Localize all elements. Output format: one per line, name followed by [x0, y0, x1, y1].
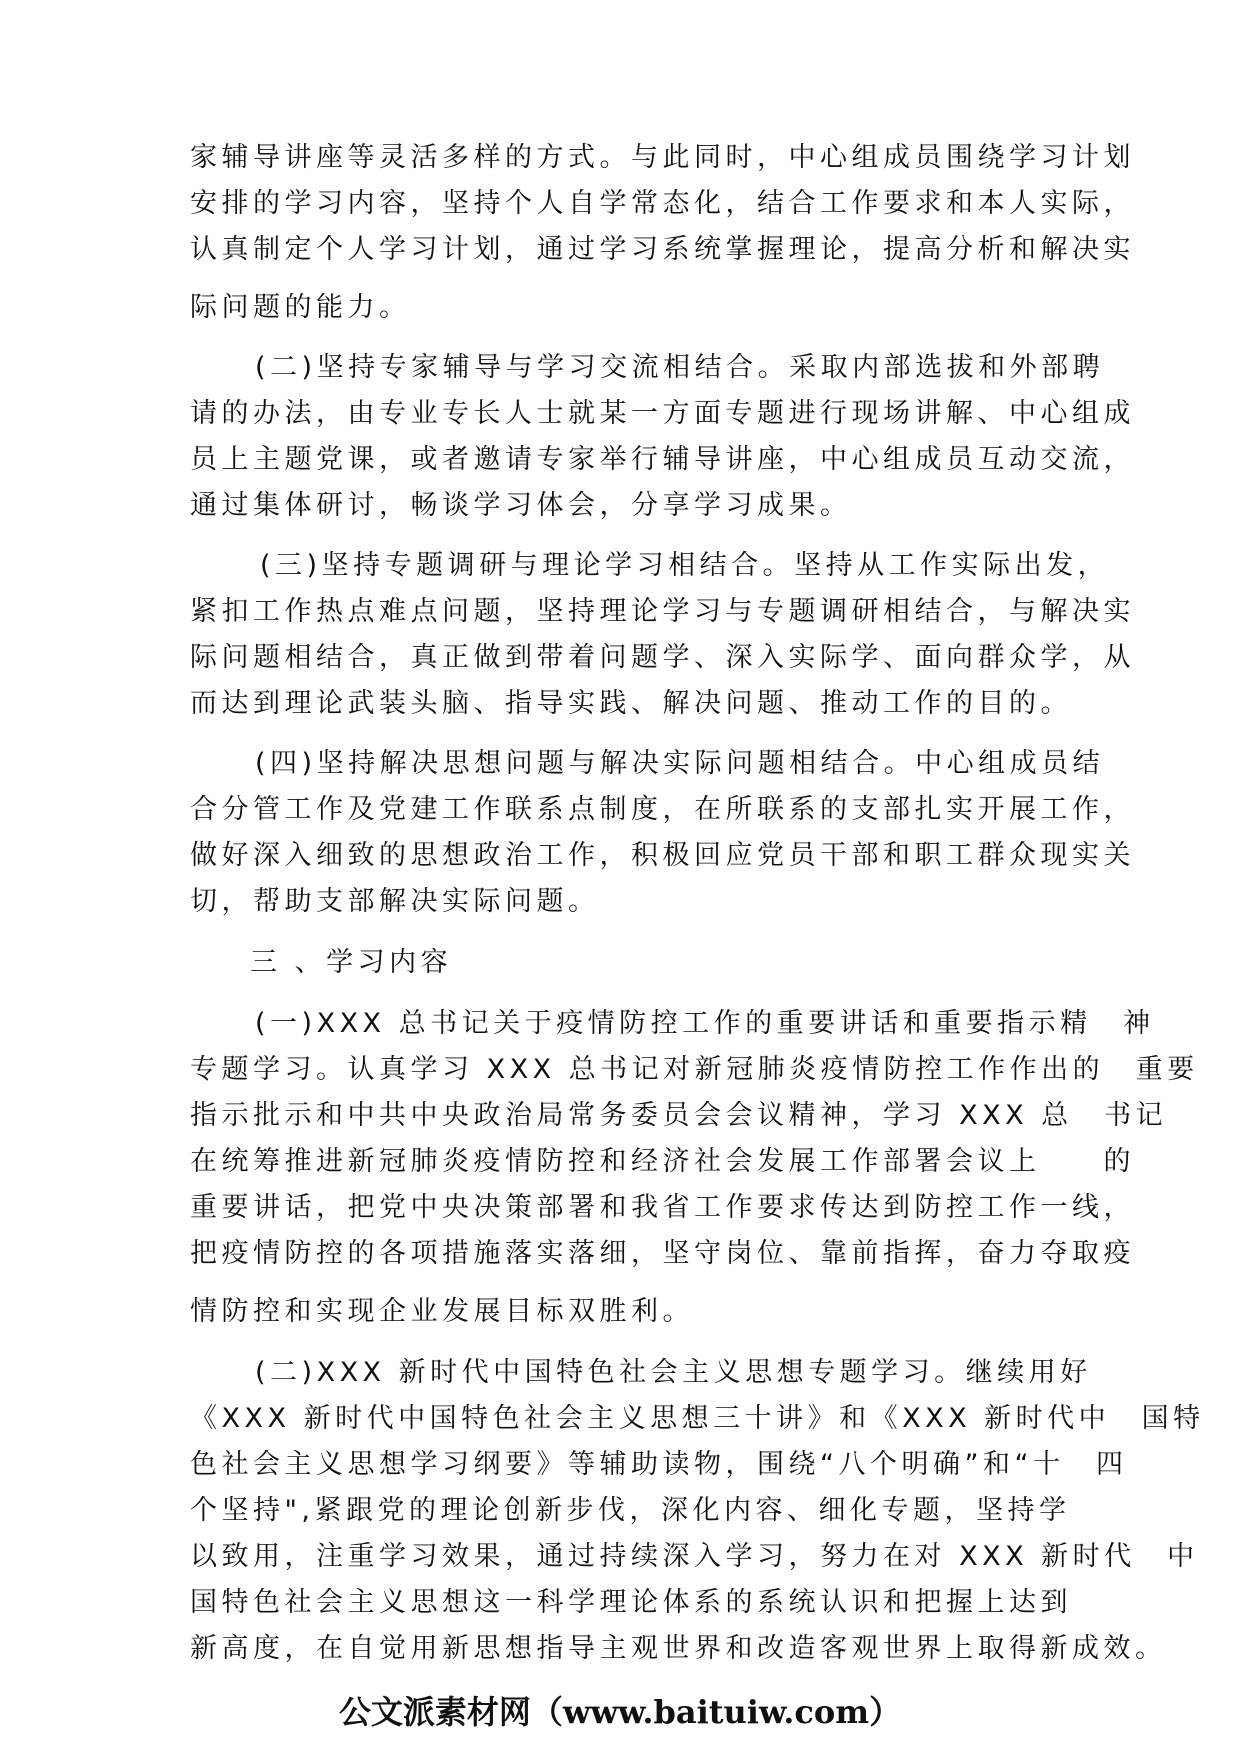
text-line: 在统筹推进新冠肺炎疫情防控和经济社会发展工作部署会议上 的	[190, 1146, 1135, 1177]
text-line: 紧扣工作热点难点问题，坚持理论学习与专题调研相结合，与解决实	[190, 596, 1135, 627]
text-line: 员上主题党课，或者邀请专家举行辅导讲座，中心组成员互动交流，	[190, 444, 1135, 475]
text-line: 重要讲话，把党中央决策部署和我省工作要求传达到防控工作一线，	[190, 1192, 1135, 1223]
paragraph-heading: (一)XXX 总书记关于疫情防控工作的重要讲话和重要指示精 神	[255, 1008, 1155, 1039]
text-line: 新高度，在自觉用新思想指导主观世界和改造客观世界上取得新成效。	[190, 1633, 1167, 1664]
text-line: 际问题相结合，真正做到带着问题学、深入实际学、面向群众学，从	[190, 642, 1135, 673]
text-line: 专题学习。认真学习 XXX 总书记对新冠肺炎疫情防控工作作出的 重要	[190, 1054, 1199, 1085]
footer-source: 公文派素材网（www.baituiw.com）	[338, 1693, 902, 1731]
text-line: 指示批示和中共中央政治局常务委员会会议精神，学习 XXX 总 书记	[190, 1100, 1168, 1131]
text-line: 安排的学习内容，坚持个人自学常态化，结合工作要求和本人实际，	[190, 188, 1135, 219]
text-line: 合分管工作及党建工作联系点制度，在所联系的支部扎实开展工作，	[190, 794, 1135, 825]
text-line: 《XXX 新时代中国特色社会主义思想三十讲》和《XXX 新时代中 国特	[190, 1403, 1205, 1434]
text-line: 色社会主义思想学习纲要》等辅助读物，围绕“八个明确”和“十 四	[190, 1449, 1128, 1480]
paragraph-heading: (二)XXX 新时代中国特色社会主义思想专题学习。继续用好	[255, 1357, 1092, 1388]
text-line: 以致用，注重学习效果，通过持续深入学习，努力在对 XXX 新时代 中	[190, 1541, 1199, 1572]
text-line: 个坚持",紧跟党的理论创新步伐，深化内容、细化专题，坚持学	[190, 1495, 1071, 1526]
text-line: 认真制定个人学习计划，通过学习系统掌握理论，提高分析和解决实	[190, 234, 1135, 265]
text-line: 情防控和实现企业发展目标双胜利。	[190, 1296, 694, 1327]
section-heading: 三 、学习内容	[250, 947, 453, 978]
text-line: 际问题的能力。	[190, 292, 411, 323]
text-line: 通过集体研讨，畅谈学习体会，分享学习成果。	[190, 490, 852, 521]
text-line: 国特色社会主义思想这一科学理论体系的系统认识和把握上达到	[190, 1587, 1072, 1618]
text-line: 做好深入细致的思想政治工作，积极回应党员干部和职工群众现实关	[190, 840, 1135, 871]
text-line: 请的办法，由专业专长人士就某一方面专题进行现场讲解、中心组成	[190, 398, 1135, 429]
text-line: 家辅导讲座等灵活多样的方式。与此同时，中心组成员围绕学习计划	[190, 142, 1135, 173]
text-line: 而达到理论武装头脑、指导实践、解决问题、推动工作的目的。	[190, 688, 1072, 719]
paragraph-heading: (三)坚持专题调研与理论学习相结合。坚持从工作实际出发，	[260, 550, 1110, 581]
paragraph-heading: (四)坚持解决思想问题与解决实际问题相结合。中心组成员结	[255, 748, 1105, 779]
text-line: 把疫情防控的各项措施落实落细，坚守岗位、靠前指挥，奋力夺取疫	[190, 1238, 1135, 1269]
text-line: 切，帮助支部解决实际问题。	[190, 886, 600, 917]
paragraph-heading: (二)坚持专家辅导与学习交流相结合。采取内部选拔和外部聘	[255, 352, 1105, 383]
